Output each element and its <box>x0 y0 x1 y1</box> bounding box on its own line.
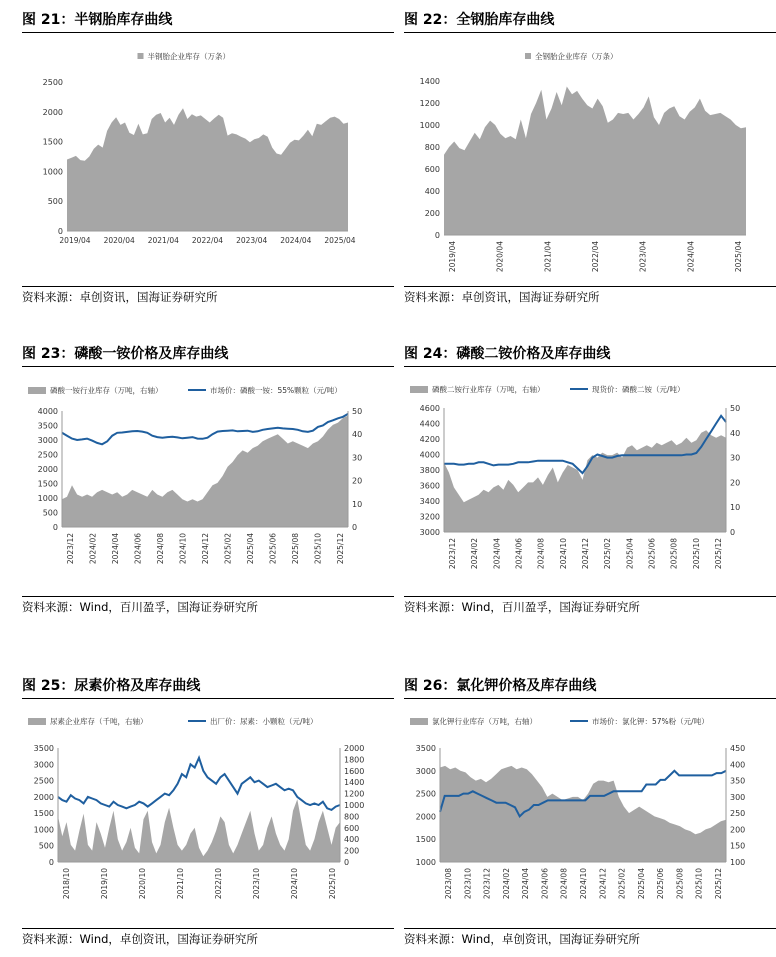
chart-map-price-inventory <box>22 381 378 596</box>
legend-label: 半钢胎企业库存（万条） <box>147 52 230 61</box>
y-tick-label-left: 1500 <box>415 835 436 845</box>
y-tick-label-left: 3500 <box>415 744 436 753</box>
y-tick-label-left: 600 <box>424 165 440 174</box>
x-tick-label: 2025/08 <box>669 538 679 570</box>
x-tick-label: 2020/04 <box>103 236 135 245</box>
y-tick-label-left: 3000 <box>415 766 436 776</box>
x-tick-label: 2023/04 <box>236 236 268 245</box>
y-tick-label-left: 800 <box>424 143 440 152</box>
y-tick-label-left: 1200 <box>419 99 440 108</box>
x-tick-label: 2024/06 <box>514 538 524 570</box>
chart-semi-steel-tire-inventory <box>22 45 378 251</box>
x-tick-label: 2022/10 <box>214 868 223 900</box>
y-tick-label-right: 250 <box>730 809 746 819</box>
x-tick-label: 2021/04 <box>147 236 179 245</box>
x-tick-label: 2024/04 <box>686 241 696 273</box>
y-tick-label-left: 500 <box>38 841 54 851</box>
legend-swatch-area <box>525 53 531 59</box>
panel-source: 资料来源：Wind，卓创资讯，国海证券研究所 <box>404 928 776 947</box>
x-tick-label: 2024/06 <box>540 868 550 900</box>
y-tick-label-right: 40 <box>352 430 363 440</box>
y-tick-label-left: 3400 <box>419 497 440 506</box>
x-tick-label: 2023/12 <box>482 868 492 900</box>
legend-swatch-area <box>28 718 46 725</box>
chart-dap-price-inventory <box>404 381 760 596</box>
x-tick-label: 2019/04 <box>59 236 91 245</box>
y-tick-label-left: 500 <box>47 197 63 207</box>
y-tick-label-left: 0 <box>434 231 440 240</box>
y-tick-label-left: 3500 <box>37 421 58 431</box>
y-tick-label-left: 0 <box>48 858 54 867</box>
y-tick-label-left: 3600 <box>419 481 440 491</box>
y-tick-label-left: 3200 <box>419 512 440 522</box>
x-tick-label: 2025/10 <box>691 538 701 570</box>
y-tick-label-right: 50 <box>730 404 741 413</box>
x-tick-label: 2025/02 <box>223 533 233 565</box>
panel-title: 图 25：尿素价格及库存曲线 <box>22 676 394 699</box>
x-tick-label: 2025/02 <box>617 868 627 900</box>
y-tick-label-left: 1000 <box>42 167 63 177</box>
y-tick-label-left: 200 <box>424 209 440 218</box>
y-tick-label-left: 4000 <box>37 407 58 416</box>
x-tick-label: 2023/12 <box>448 538 457 570</box>
y-tick-label-left: 2000 <box>33 792 54 802</box>
y-tick-label-left: 1500 <box>33 809 54 819</box>
y-tick-label-right: 1000 <box>344 801 365 810</box>
x-tick-label: 2025/06 <box>647 538 657 570</box>
legend-label: 氯化钾行业库存（万吨，右轴） <box>432 717 537 726</box>
y-tick-label-left: 3500 <box>33 744 54 753</box>
legend-swatch-area <box>410 386 428 393</box>
area-series <box>444 87 746 236</box>
y-tick-label-left: 1000 <box>415 858 436 867</box>
x-tick-label: 2021/10 <box>176 868 185 900</box>
x-tick-label: 2025/12 <box>714 538 723 570</box>
x-tick-label: 2020/10 <box>138 868 147 900</box>
panel-source: 资料来源：Wind，卓创资讯，国海证券研究所 <box>22 928 394 947</box>
y-tick-label-right: 400 <box>730 760 746 770</box>
y-tick-label-left: 2500 <box>33 776 54 786</box>
y-tick-label-right: 300 <box>730 792 746 802</box>
y-tick-label-left: 1000 <box>419 121 440 130</box>
x-tick-label: 2021/04 <box>543 241 553 273</box>
chart-all-steel-tire-inventory <box>404 45 760 285</box>
y-tick-label-left: 2500 <box>415 789 436 799</box>
chart-urea-price-inventory <box>22 713 378 926</box>
x-tick-label: 2025/04 <box>246 533 255 565</box>
legend-swatch-area <box>138 53 144 59</box>
x-tick-label: 2019/04 <box>448 241 457 273</box>
y-tick-label-right: 600 <box>344 823 360 833</box>
x-tick-label: 2019/10 <box>100 868 109 900</box>
x-tick-label: 2023/08 <box>444 868 453 900</box>
panel-title: 图 24：磷酸二铵价格及库存曲线 <box>404 344 776 367</box>
y-tick-label-right: 200 <box>344 846 360 856</box>
panel-map <box>22 344 394 620</box>
x-tick-label: 2024/08 <box>559 868 569 900</box>
y-tick-label-left: 0 <box>57 227 63 236</box>
x-tick-label: 2024/12 <box>201 533 210 565</box>
y-tick-label-left: 2000 <box>415 812 436 822</box>
line-series <box>62 414 348 444</box>
x-tick-label: 2025/08 <box>675 868 685 900</box>
y-tick-label-right: 40 <box>730 428 741 438</box>
area-series <box>67 108 348 231</box>
y-tick-label-right: 0 <box>352 523 358 532</box>
area-series <box>440 766 726 862</box>
y-tick-label-left: 4000 <box>419 450 440 460</box>
y-tick-label-left: 0 <box>52 523 58 532</box>
y-tick-label-right: 1600 <box>344 766 365 776</box>
y-tick-label-right: 0 <box>344 858 350 867</box>
x-tick-label: 2025/02 <box>603 538 613 570</box>
x-tick-label: 2025/10 <box>328 868 337 900</box>
legend-label: 磷酸一铵行业库存（万吨，右轴） <box>50 386 163 395</box>
x-tick-label: 2024/02 <box>470 538 480 570</box>
panel-source: 资料来源：卓创资讯，国海证券研究所 <box>404 286 776 305</box>
panel-title: 图 26：氯化钾价格及库存曲线 <box>404 676 776 699</box>
y-tick-label-right: 20 <box>352 476 363 486</box>
x-tick-label: 2025/06 <box>656 868 666 900</box>
legend-label: 全钢胎企业库存（万条） <box>535 52 618 61</box>
y-tick-label-left: 2500 <box>37 450 58 460</box>
x-tick-label: 2024/06 <box>133 533 143 565</box>
x-tick-label: 2024/02 <box>501 868 511 900</box>
y-tick-label-left: 4600 <box>419 404 440 413</box>
legend-label: 市场价：磷酸一铵：55%颗粒（元/吨） <box>210 386 342 395</box>
y-tick-label-right: 20 <box>730 478 741 488</box>
legend-swatch-area <box>28 387 46 394</box>
legend-label: 出厂价：尿素：小颗粒（元/吨） <box>210 717 318 726</box>
panel-urea <box>22 676 394 952</box>
y-tick-label-left: 1500 <box>42 137 63 147</box>
y-tick-label-right: 200 <box>730 825 746 835</box>
x-tick-label: 2023/12 <box>66 533 75 565</box>
x-tick-label: 2020/04 <box>495 241 505 273</box>
panel-source: 资料来源：Wind，百川盈孚，国海证券研究所 <box>404 596 776 615</box>
y-tick-label-left: 1000 <box>37 494 58 503</box>
y-tick-label-right: 50 <box>352 407 363 416</box>
x-tick-label: 2025/10 <box>313 533 323 565</box>
panel-source: 资料来源：Wind，百川盈孚，国海证券研究所 <box>22 596 394 615</box>
x-tick-label: 2018/10 <box>62 868 71 900</box>
x-tick-label: 2022/04 <box>191 236 224 245</box>
panel-semi-steel-tire <box>22 10 394 306</box>
x-tick-label: 2023/10 <box>252 868 261 900</box>
y-tick-label-right: 150 <box>730 841 746 851</box>
y-tick-label-right: 1400 <box>344 778 365 788</box>
y-tick-label-left: 1500 <box>37 479 58 489</box>
y-tick-label-right: 30 <box>352 453 363 463</box>
x-tick-label: 2024/02 <box>88 533 98 565</box>
chart-potash-price-inventory <box>404 713 760 926</box>
y-tick-label-right: 800 <box>344 812 360 822</box>
legend-swatch-area <box>410 718 428 725</box>
y-tick-label-right: 30 <box>730 453 741 463</box>
x-tick-label: 2024/04 <box>280 236 312 245</box>
y-tick-label-right: 1800 <box>344 755 365 765</box>
x-tick-label: 2024/12 <box>581 538 590 570</box>
y-tick-label-right: 0 <box>730 528 736 537</box>
panel-title: 图 22：全钢胎库存曲线 <box>404 10 776 33</box>
y-tick-label-left: 1000 <box>33 825 54 835</box>
x-tick-label: 2025/04 <box>636 868 646 900</box>
y-tick-label-left: 2000 <box>37 465 58 474</box>
y-tick-label-left: 4200 <box>419 435 440 444</box>
y-tick-label-left: 2500 <box>42 78 63 87</box>
x-tick-label: 2024/04 <box>492 538 502 570</box>
legend-label: 市场价：氯化钾：57%粉（元/吨） <box>592 717 709 726</box>
y-tick-label-left: 3000 <box>419 528 440 537</box>
x-tick-label: 2024/08 <box>536 538 546 570</box>
x-tick-label: 2022/04 <box>591 241 600 273</box>
x-tick-label: 2024/10 <box>290 868 299 900</box>
x-tick-label: 2024/10 <box>178 533 188 565</box>
x-tick-label: 2025/04 <box>625 538 635 570</box>
y-tick-label-left: 400 <box>424 187 440 196</box>
x-tick-label: 2024/10 <box>579 868 588 900</box>
y-tick-label-left: 1400 <box>419 77 440 86</box>
area-series <box>444 430 726 532</box>
x-tick-label: 2023/04 <box>638 241 648 273</box>
legend-label: 磷酸二铵行业库存（万吨，右轴） <box>432 385 545 394</box>
y-tick-label-right: 2000 <box>344 744 365 753</box>
legend-label: 现货价：磷酸二铵（元/吨） <box>592 385 685 394</box>
x-tick-label: 2024/10 <box>558 538 568 570</box>
y-tick-label-left: 2000 <box>42 107 63 117</box>
panel-title: 图 23：磷酸一铵价格及库存曲线 <box>22 344 394 367</box>
area-series <box>58 799 340 862</box>
x-tick-label: 2025/12 <box>336 533 345 565</box>
x-tick-label: 2023/10 <box>463 868 473 900</box>
y-tick-label-right: 450 <box>730 744 746 753</box>
legend-label: 尿素企业库存（千吨，右轴） <box>50 717 148 726</box>
x-tick-label: 2025/08 <box>291 533 300 565</box>
x-tick-label: 2024/12 <box>598 868 608 900</box>
y-tick-label-left: 500 <box>42 508 58 518</box>
x-tick-label: 2025/10 <box>694 868 704 900</box>
y-tick-label-right: 400 <box>344 835 360 845</box>
panel-title: 图 21：半钢胎库存曲线 <box>22 10 394 33</box>
x-tick-label: 2025/06 <box>268 533 278 565</box>
y-tick-label-right: 100 <box>730 858 746 867</box>
y-tick-label-right: 10 <box>352 499 363 509</box>
x-tick-label: 2025/12 <box>714 868 723 900</box>
x-tick-label: 2024/04 <box>111 533 120 565</box>
x-tick-label: 2025/04 <box>734 241 743 273</box>
panel-source: 资料来源：卓创资讯，国海证券研究所 <box>22 286 394 305</box>
panel-potash <box>404 676 776 952</box>
x-tick-label: 2024/08 <box>156 533 165 565</box>
x-tick-label: 2025/04 <box>324 236 356 245</box>
y-tick-label-left: 3000 <box>37 436 58 445</box>
x-tick-label: 2024/04 <box>521 868 531 900</box>
y-tick-label-left: 3000 <box>33 760 54 770</box>
panel-dap <box>404 344 776 620</box>
y-tick-label-left: 4400 <box>419 419 440 429</box>
panel-all-steel-tire <box>404 10 776 306</box>
y-tick-label-right: 1200 <box>344 789 365 799</box>
y-tick-label-left: 3800 <box>419 466 440 475</box>
y-tick-label-right: 350 <box>730 776 746 786</box>
y-tick-label-right: 10 <box>730 503 741 513</box>
